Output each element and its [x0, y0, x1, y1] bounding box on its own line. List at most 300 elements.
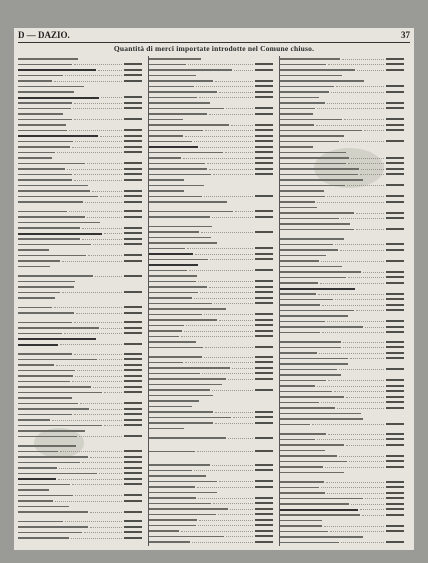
- row-value-text: [386, 168, 404, 170]
- row-value-text: [386, 385, 404, 387]
- row-label-text: [149, 231, 199, 233]
- table-row: [280, 339, 404, 344]
- row-value-text: [255, 96, 273, 98]
- table-row: [280, 269, 404, 274]
- row-label-text: [280, 124, 314, 126]
- table-row: [280, 437, 404, 442]
- dot-leader: [198, 498, 253, 499]
- table-row: [280, 459, 404, 464]
- row-label-text: [280, 332, 320, 334]
- row-label-text: [280, 358, 348, 360]
- row-label-text: [149, 157, 181, 159]
- row-label-text: [280, 424, 310, 426]
- table-row: [18, 493, 142, 498]
- table-row: [149, 312, 273, 317]
- row-value-text: [386, 341, 404, 343]
- table-row: [18, 336, 142, 341]
- row-value-text: [255, 253, 273, 255]
- table-row: [149, 177, 273, 182]
- row-value-text: [255, 508, 273, 510]
- table-row: [280, 73, 404, 78]
- table-row: [18, 139, 142, 144]
- row-label-text: [149, 347, 203, 349]
- table-row: [280, 400, 404, 405]
- row-label-text: [280, 444, 344, 446]
- table-row: [280, 106, 404, 111]
- row-value-text: [124, 413, 142, 415]
- row-label-text: [280, 146, 313, 148]
- row-label-text: [149, 497, 196, 499]
- table-row: [149, 214, 273, 219]
- row-label-text: [18, 266, 50, 268]
- row-value-text: [124, 129, 142, 131]
- row-value-text: [386, 129, 404, 131]
- dot-leader: [73, 108, 122, 109]
- table-row: [280, 313, 404, 318]
- row-value-text: [255, 80, 273, 82]
- dot-leader: [196, 86, 253, 87]
- table-row: [18, 279, 142, 284]
- dot-leader: [219, 92, 253, 93]
- dot-leader: [317, 386, 384, 387]
- page-number: 37: [401, 30, 410, 40]
- row-value-text: [255, 280, 273, 282]
- row-label-text: [18, 211, 67, 213]
- row-label-text: [18, 124, 66, 126]
- dot-leader: [181, 336, 253, 337]
- dot-leader: [87, 217, 122, 218]
- row-label-text: [18, 462, 80, 464]
- row-label-text: [149, 481, 217, 483]
- table-row: [280, 117, 404, 122]
- table-row: [149, 479, 273, 484]
- table-row: [149, 209, 273, 214]
- row-value-text: [386, 276, 404, 278]
- row-value-text: [386, 438, 404, 440]
- dot-leader: [101, 97, 122, 98]
- table-row: [149, 144, 273, 149]
- row-value-text: [255, 411, 273, 413]
- dot-leader: [183, 158, 253, 159]
- row-label-text: [18, 312, 74, 314]
- row-value-text: [255, 416, 273, 418]
- dot-leader: [337, 408, 384, 409]
- row-label-text: [18, 489, 49, 491]
- table-row: [149, 89, 273, 94]
- row-label-text: [18, 414, 72, 416]
- table-row: [18, 128, 142, 133]
- dot-leader: [204, 196, 253, 197]
- row-value-text: [124, 275, 142, 277]
- table-row: [149, 334, 273, 339]
- row-value-text: [386, 492, 404, 494]
- row-value-text: [255, 91, 273, 93]
- table-row: [280, 490, 404, 495]
- row-value-text: [255, 324, 273, 326]
- table-row: [280, 62, 404, 67]
- table-row: [149, 194, 273, 199]
- dot-leader: [317, 439, 384, 440]
- row-label-text: [18, 255, 86, 257]
- table-row: [18, 406, 142, 411]
- row-label-text: [280, 487, 319, 489]
- dot-leader: [67, 169, 122, 170]
- dot-leader: [340, 250, 384, 251]
- row-label-text: [280, 196, 325, 198]
- row-label-text: [280, 315, 348, 317]
- row-label-text: [149, 475, 206, 477]
- row-label-text: [149, 362, 183, 364]
- row-label-text: [280, 141, 339, 143]
- table-row: [149, 100, 273, 105]
- row-value-text: [386, 63, 404, 65]
- dot-leader: [87, 163, 122, 164]
- row-label-text: [18, 419, 50, 421]
- dot-leader: [62, 292, 122, 293]
- row-label-text: [280, 207, 317, 209]
- row-label-text: [149, 179, 184, 181]
- table-row: [280, 128, 404, 133]
- dot-leader: [228, 379, 253, 380]
- dot-leader: [327, 196, 384, 197]
- row-value-text: [124, 80, 142, 82]
- dot-leader: [76, 313, 122, 314]
- table-row: [149, 290, 273, 295]
- row-value-text: [124, 435, 142, 437]
- table-row: [149, 150, 273, 155]
- table-row: [18, 530, 142, 535]
- table-row: [149, 523, 273, 528]
- row-value-text: [386, 497, 404, 499]
- row-label-text: [280, 321, 325, 323]
- dot-leader: [318, 294, 384, 295]
- row-label-text: [280, 229, 354, 231]
- table-row: [149, 382, 273, 387]
- table-row: [18, 417, 142, 422]
- text-column-middle: [149, 56, 273, 546]
- row-label-text: [149, 308, 226, 310]
- table-row: [18, 357, 142, 362]
- dot-leader: [82, 228, 122, 229]
- row-value-text: [386, 455, 404, 457]
- dot-leader: [200, 147, 253, 148]
- row-label-text: [280, 119, 342, 121]
- table-row: [280, 258, 404, 263]
- table-row: [149, 155, 273, 160]
- table-row: [149, 78, 273, 83]
- row-value-text: [386, 118, 404, 120]
- row-value-text: [386, 162, 404, 164]
- row-label-text: [18, 286, 74, 288]
- row-label-text: [149, 226, 212, 228]
- dot-leader: [321, 261, 384, 262]
- row-label-text: [149, 530, 179, 532]
- table-row: [18, 150, 142, 155]
- dot-leader: [232, 368, 253, 369]
- row-label-text: [18, 97, 99, 99]
- row-label-text: [280, 498, 363, 500]
- table-row: [18, 62, 142, 67]
- document-page: [14, 28, 414, 550]
- dot-leader: [92, 191, 122, 192]
- row-label-text: [280, 347, 341, 349]
- table-row: [280, 78, 404, 83]
- row-label-text: [280, 310, 354, 312]
- row-value-text: [255, 437, 273, 439]
- table-row: [280, 345, 404, 350]
- row-value-text: [255, 157, 273, 159]
- row-label-text: [18, 179, 72, 181]
- table-row: [18, 395, 142, 400]
- dot-leader: [74, 322, 122, 323]
- row-value-text: [124, 306, 142, 308]
- row-value-text: [124, 151, 142, 153]
- table-row: [18, 100, 142, 105]
- row-value-text: [255, 231, 273, 233]
- row-value-text: [255, 85, 273, 87]
- row-label-text: [280, 369, 337, 371]
- row-label-text: [280, 271, 361, 273]
- row-value-text: [386, 433, 404, 435]
- dot-leader: [72, 381, 122, 382]
- table-row: [149, 371, 273, 376]
- dot-leader: [363, 272, 384, 273]
- table-row: [149, 528, 273, 533]
- row-value-text: [124, 369, 142, 371]
- table-row: [280, 372, 404, 377]
- row-value-text: [124, 162, 142, 164]
- table-row: [149, 484, 273, 489]
- row-label-text: [280, 135, 344, 137]
- row-value-text: [124, 461, 142, 463]
- dot-leader: [98, 70, 122, 71]
- dot-leader: [226, 536, 253, 537]
- dot-leader: [339, 456, 384, 457]
- section-title: D — DAZIO.: [18, 30, 70, 40]
- dot-leader: [334, 391, 384, 392]
- row-label-text: [149, 97, 197, 99]
- row-value-text: [386, 293, 404, 295]
- row-value-text: [124, 500, 142, 502]
- table-row: [280, 523, 404, 528]
- dot-leader: [99, 359, 122, 360]
- row-value-text: [386, 444, 404, 446]
- table-row: [149, 166, 273, 171]
- row-value-text: [255, 173, 273, 175]
- table-row: [18, 133, 142, 138]
- row-label-text: [149, 275, 197, 277]
- row-label-text: [18, 425, 102, 427]
- table-row: [280, 512, 404, 517]
- row-label-text: [18, 185, 88, 187]
- row-label-text: [18, 91, 74, 93]
- row-value-text: [386, 379, 404, 381]
- dot-leader: [54, 307, 122, 308]
- table-row: [280, 275, 404, 280]
- table-subtitle: Quantità di merci importate introdotte nel Comune chiuso.: [113, 44, 315, 53]
- row-label-text: [18, 152, 55, 154]
- row-label-text: [149, 486, 195, 488]
- dot-leader: [75, 376, 122, 377]
- row-label-text: [280, 503, 349, 505]
- table-row: [18, 117, 142, 122]
- table-row: [18, 362, 142, 367]
- row-label-text: [18, 521, 63, 523]
- row-label-text: [280, 244, 333, 246]
- row-label-text: [149, 470, 192, 472]
- row-label-text: [149, 378, 226, 380]
- row-value-text: [124, 190, 142, 192]
- row-value-text: [124, 531, 142, 533]
- table-row: [18, 535, 142, 540]
- table-row: [280, 350, 404, 355]
- row-value-text: [386, 298, 404, 300]
- table-row: [280, 291, 404, 296]
- row-value-text: [124, 483, 142, 485]
- dot-leader: [199, 520, 253, 521]
- table-row: [149, 462, 273, 467]
- dot-leader: [189, 270, 253, 271]
- row-value-text: [255, 129, 273, 131]
- dot-leader: [209, 287, 253, 288]
- row-value-text: [255, 541, 273, 543]
- dot-leader: [197, 451, 253, 452]
- table-row: [280, 422, 404, 427]
- row-label-text: [280, 86, 334, 88]
- row-label-text: [18, 275, 93, 277]
- row-label-text: [18, 338, 96, 340]
- row-value-text: [124, 402, 142, 404]
- row-value-text: [255, 469, 273, 471]
- row-label-text: [18, 157, 52, 159]
- row-label-text: [149, 216, 210, 218]
- row-label-text: [18, 216, 85, 218]
- table-row: [18, 465, 142, 470]
- row-value-text: [386, 157, 404, 159]
- table-row: [280, 199, 404, 204]
- row-label-text: [149, 75, 196, 77]
- row-value-text: [255, 367, 273, 369]
- table-row: [18, 194, 142, 199]
- table-row: [149, 273, 273, 278]
- row-value-text: [124, 195, 142, 197]
- table-row: [280, 383, 404, 388]
- table-row: [280, 416, 404, 421]
- table-row: [149, 199, 273, 204]
- row-value-text: [386, 508, 404, 510]
- row-value-text: [255, 69, 273, 71]
- row-label-text: [18, 532, 82, 534]
- row-value-text: [124, 537, 142, 539]
- row-value-text: [255, 530, 273, 532]
- table-row: [18, 342, 142, 347]
- dot-leader: [72, 484, 122, 485]
- dot-leader: [351, 504, 384, 505]
- table-row: [18, 423, 142, 428]
- dot-leader: [69, 211, 122, 212]
- table-row: [280, 529, 404, 534]
- row-value-text: [255, 247, 273, 249]
- row-label-text: [149, 464, 210, 466]
- row-value-text: [255, 422, 273, 424]
- row-value-text: [386, 271, 404, 273]
- table-row: [149, 317, 273, 322]
- table-row: [18, 412, 142, 417]
- row-value-text: [386, 423, 404, 425]
- row-label-text: [149, 451, 195, 453]
- row-value-text: [386, 124, 404, 126]
- table-row: [149, 323, 273, 328]
- table-row: [280, 111, 404, 116]
- dot-leader: [346, 445, 384, 446]
- row-value-text: [124, 391, 142, 393]
- table-row: [280, 411, 404, 416]
- dot-leader: [335, 299, 384, 300]
- table-row: [149, 188, 273, 193]
- dot-leader: [72, 147, 122, 148]
- dot-leader: [197, 487, 253, 488]
- row-value-text: [386, 530, 404, 532]
- table-row: [18, 258, 142, 263]
- row-label-text: [280, 352, 317, 354]
- table-row: [149, 449, 273, 454]
- row-label-text: [280, 293, 316, 295]
- dot-leader: [65, 75, 122, 76]
- row-label-text: [280, 113, 313, 115]
- row-value-text: [124, 291, 142, 293]
- row-value-text: [386, 201, 404, 203]
- table-row: [149, 495, 273, 500]
- row-label-text: [18, 113, 63, 115]
- table-row: [18, 225, 142, 230]
- dot-leader: [215, 423, 253, 424]
- table-row: [280, 95, 404, 100]
- table-row: [18, 106, 142, 111]
- row-label-text: [18, 119, 72, 121]
- row-value-text: [386, 368, 404, 370]
- row-label-text: [280, 385, 315, 387]
- table-row: [149, 279, 273, 284]
- table-row: [18, 524, 142, 529]
- row-label-text: [280, 531, 328, 533]
- dot-leader: [212, 217, 253, 218]
- row-label-text: [149, 400, 199, 402]
- dot-leader: [215, 81, 253, 82]
- table-row: [280, 302, 404, 307]
- table-row: [149, 240, 273, 245]
- table-row: [18, 325, 142, 330]
- row-label-text: [18, 495, 73, 497]
- table-row: [280, 470, 404, 475]
- dot-leader: [194, 470, 253, 471]
- table-row: [149, 506, 273, 511]
- row-label-text: [149, 108, 224, 110]
- dot-leader: [82, 239, 122, 240]
- table-row: [149, 251, 273, 256]
- table-row: [280, 431, 404, 436]
- row-label-text: [18, 467, 57, 469]
- table-row: [280, 394, 404, 399]
- dot-leader: [230, 509, 253, 510]
- row-label-text: [18, 174, 72, 176]
- table-row: [149, 111, 273, 116]
- row-label-text: [280, 542, 339, 544]
- row-label-text: [18, 506, 69, 508]
- table-row: [149, 268, 273, 273]
- table-row: [280, 67, 404, 72]
- row-value-text: [124, 96, 142, 98]
- row-value-text: [386, 390, 404, 392]
